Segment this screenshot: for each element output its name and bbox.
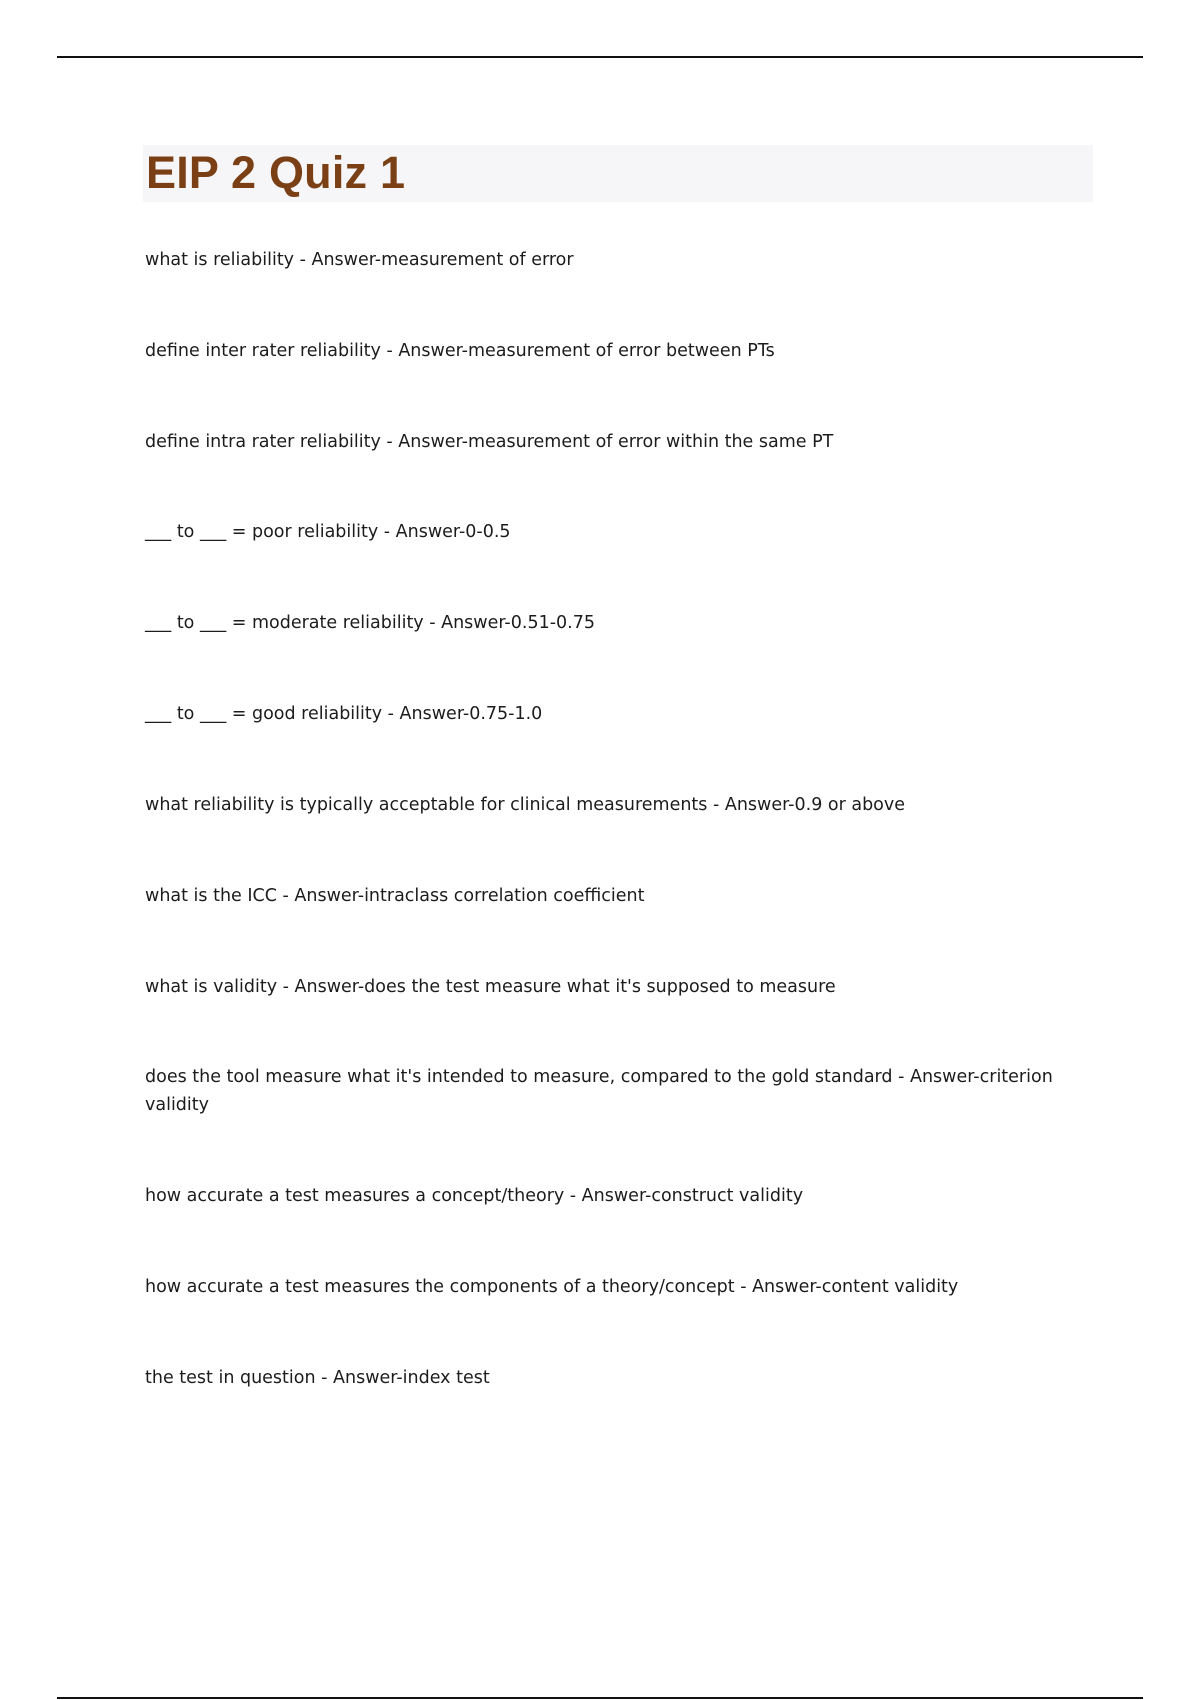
qa-item: what is reliability - Answer-measurement of error xyxy=(145,250,574,270)
title-band xyxy=(143,145,1093,202)
qa-item: how accurate a test measures the components of a theory/concept - Answer-content validity xyxy=(145,1277,959,1297)
qa-item: what reliability is typically acceptable for clinical measurements - Answer-0.9 or above xyxy=(145,795,906,815)
qa-item: ___ to ___ = good reliability - Answer-0.75-1.0 xyxy=(145,704,543,724)
qa-item: define inter rater reliability - Answer-measurement of error between PTs xyxy=(145,341,775,361)
qa-item: how accurate a test measures a concept/theory - Answer-construct validity xyxy=(145,1186,804,1206)
qa-item: does the tool measure what it's intended to measure, compared to the gold standard - Answer-criterion validity xyxy=(145,1067,1053,1115)
qa-item: ___ to ___ = moderate reliability - Answer-0.51-0.75 xyxy=(145,613,595,633)
footer-rule xyxy=(57,1697,1143,1699)
qa-item: define intra rater reliability - Answer-measurement of error within the same PT xyxy=(145,432,834,452)
document-title: EIP 2 Quiz 1 xyxy=(146,147,406,198)
qa-item: the test in question - Answer-index test xyxy=(145,1368,490,1388)
qa-item: ___ to ___ = poor reliability - Answer-0-0.5 xyxy=(145,522,511,542)
header-rule xyxy=(57,56,1143,58)
qa-item: what is validity - Answer-does the test measure what it's supposed to measure xyxy=(145,977,836,997)
qa-item: what is the ICC - Answer-intraclass correlation coefficient xyxy=(145,886,645,906)
